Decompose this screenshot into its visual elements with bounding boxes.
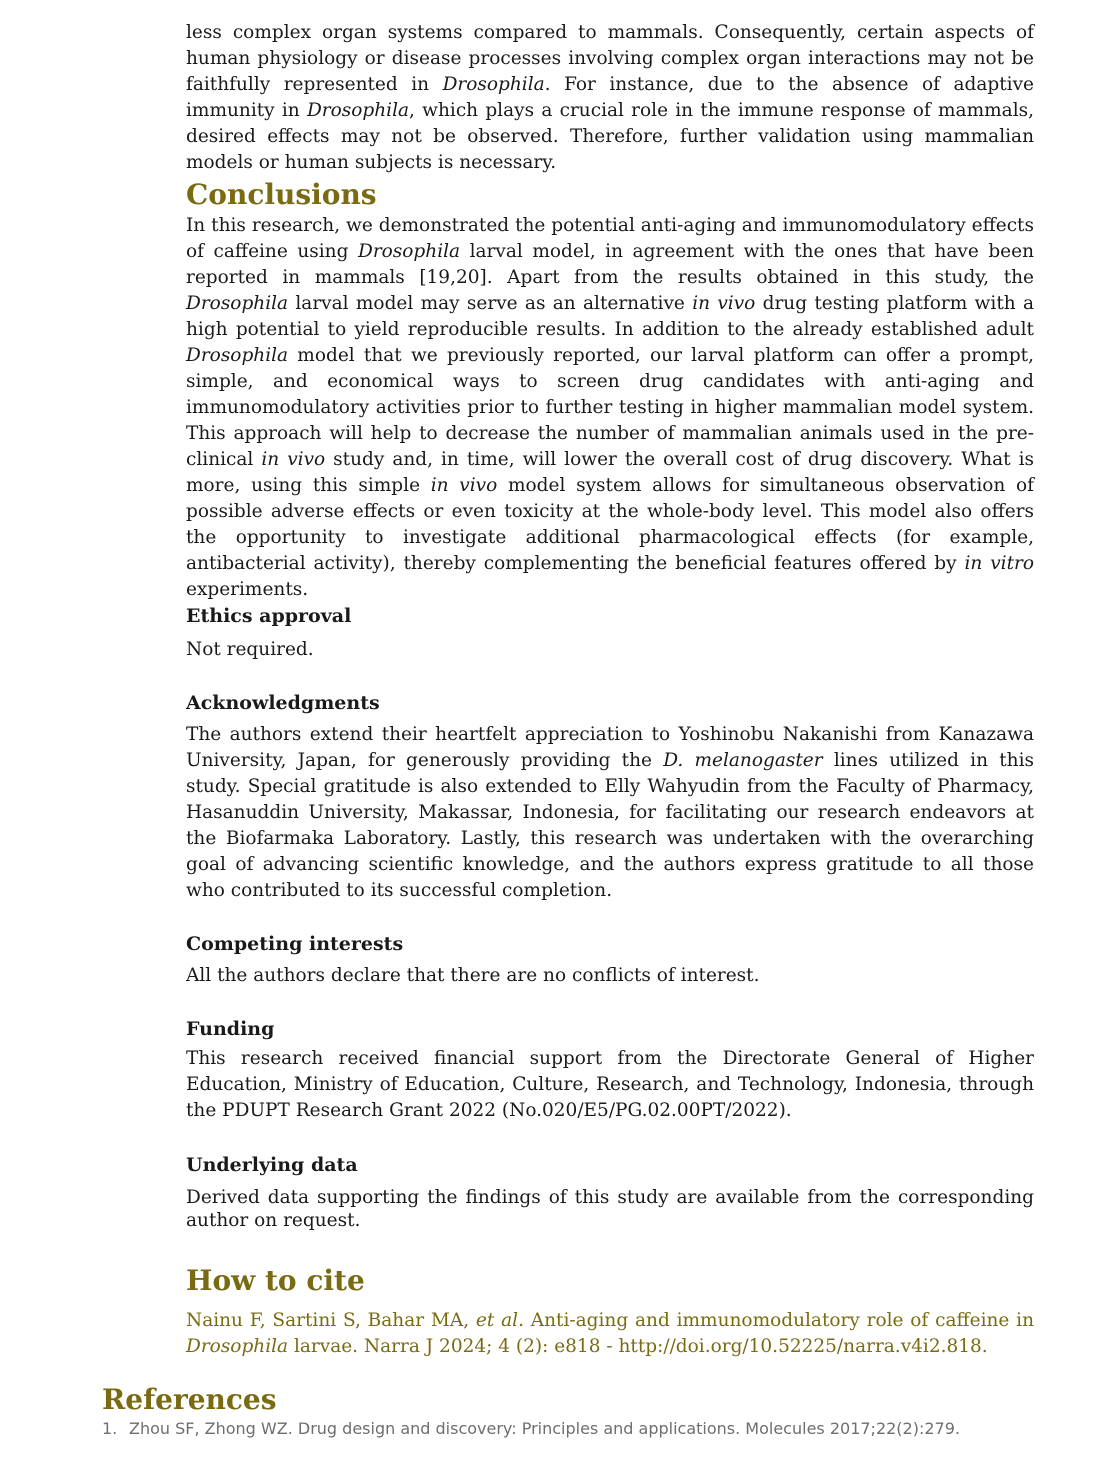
conclusions-body xyxy=(186,213,1034,603)
italic-term: Drosophila xyxy=(186,293,289,314)
underlying-text: Derived data supporting the findings of this study are available from the corresponding author on request. xyxy=(186,1187,1034,1231)
references-section xyxy=(102,1383,1032,1417)
competing-section xyxy=(186,931,1034,989)
reference-item xyxy=(102,1418,1052,1440)
conclusions-section xyxy=(186,178,1034,212)
italic-term: et al xyxy=(475,1310,519,1331)
ethics-heading: Ethics approval xyxy=(186,605,352,627)
underlying-data-section xyxy=(186,1152,1034,1232)
conclusions-heading: Conclusions xyxy=(186,178,377,211)
italic-term: Drosophila xyxy=(186,1336,289,1357)
citation-text: Nainu F, Sartini S, Bahar MA, et al. Anti-aging and immunomodulatory role of caffeine in Drosophila larvae. Narra J 2024; 4 (2): e818 - http://doi.org/10.52225/narra.v4i2.818. xyxy=(186,1310,1034,1357)
italic-term: Drosophila xyxy=(186,345,289,366)
italic-term: in vivo xyxy=(430,475,498,496)
italic-term: Drosophila xyxy=(306,100,410,121)
ethics-text: Not required. xyxy=(186,639,314,660)
how-to-cite-heading: How to cite xyxy=(186,1264,365,1297)
italic-term: Drosophila xyxy=(442,74,545,95)
underlying-heading: Underlying data xyxy=(186,1154,358,1176)
competing-text: All the authors declare that there are no conflicts of interest. xyxy=(186,965,760,986)
italic-term: in vitro xyxy=(964,553,1035,574)
acknowledgments-section xyxy=(186,690,1034,904)
reference-text: Zhou SF, Zhong WZ. Drug design and discovery: Principles and applications. Molecules 2017;22(2):279. xyxy=(129,1419,960,1438)
acknowledgments-heading: Acknowledgments xyxy=(186,692,380,714)
funding-heading: Funding xyxy=(186,1018,275,1040)
how-to-cite-section xyxy=(186,1264,1034,1360)
funding-section xyxy=(186,1016,1034,1124)
italic-term: in vivo xyxy=(261,449,326,470)
ethics-section xyxy=(186,603,1034,663)
conclusions-paragraph: In this research, we demonstrated the potential anti-aging and immunomodulatory effects of caffeine using Drosophila larval model, in agreement with the ones that have been reported in mammals [19,20]. Apart from the results obtained in this study, the Drosophila larval model may serve as an alternative in vivo drug testing platform with a high potential to yield reproducible results. In addition to the already established adult Drosophila model that we previously reported, our larval platform can offer a prompt, simple, and economical ways to screen drug candidates with anti-aging and immunomodulatory activities prior to further testing in higher mammalian model system. This approach will help to decrease the number of mammalian animals used in the pre-clinical in vivo study and, in time, will lower the overall cost of drug discovery. What is more, using this simple in vivo model system allows for simultaneous observation of possible adverse effects or even toxicity at the whole-body level. This model also offers the opportunity to investigate additional pharmacological effects (for example, antibacterial activity), thereby complementing the beneficial features offered by in vitro experiments. xyxy=(186,215,1035,600)
italic-term: Drosophila xyxy=(357,241,461,262)
reference-number: 1. xyxy=(102,1419,118,1438)
intro-section xyxy=(186,20,1034,176)
italic-term: D. melanogaster xyxy=(663,750,823,771)
acknowledgments-paragraph: The authors extend their heartfelt appreciation to Yoshinobu Nakanishi from Kanazawa University, Japan, for generously providing the D. melanogaster lines utilized in this study. Special gratitude is also extended to Elly Wahyudin from the Faculty of Pharmacy, Hasanuddin University, Makassar, Indonesia, for facilitating our research endeavors at the Biofarmaka Laboratory. Lastly, this research was undertaken with the overarching goal of advancing scientific knowledge, and the authors express gratitude to all those who contributed to its successful completion. xyxy=(186,724,1034,901)
intro-paragraph: less complex organ systems compared to mammals. Consequently, certain aspects of human physiology or disease processes involving complex organ interactions may not be faithfully represented in Drosophila. For instance, due to the absence of adaptive immunity in Drosophila, which plays a crucial role in the immune response of mammals, desired effects may not be observed. Therefore, further validation using mammalian models or human subjects is necessary. xyxy=(186,22,1034,173)
references-heading: References xyxy=(102,1383,277,1416)
italic-term: in vivo xyxy=(692,293,756,314)
funding-text: This research received financial support from the Directorate General of Higher Education, Ministry of Education, Culture, Research, and Technology, Indonesia, through the PDUPT Research Grant 2022 (No.020/E5/PG.02.00PT/2022). xyxy=(186,1048,1034,1121)
competing-heading: Competing interests xyxy=(186,933,404,955)
